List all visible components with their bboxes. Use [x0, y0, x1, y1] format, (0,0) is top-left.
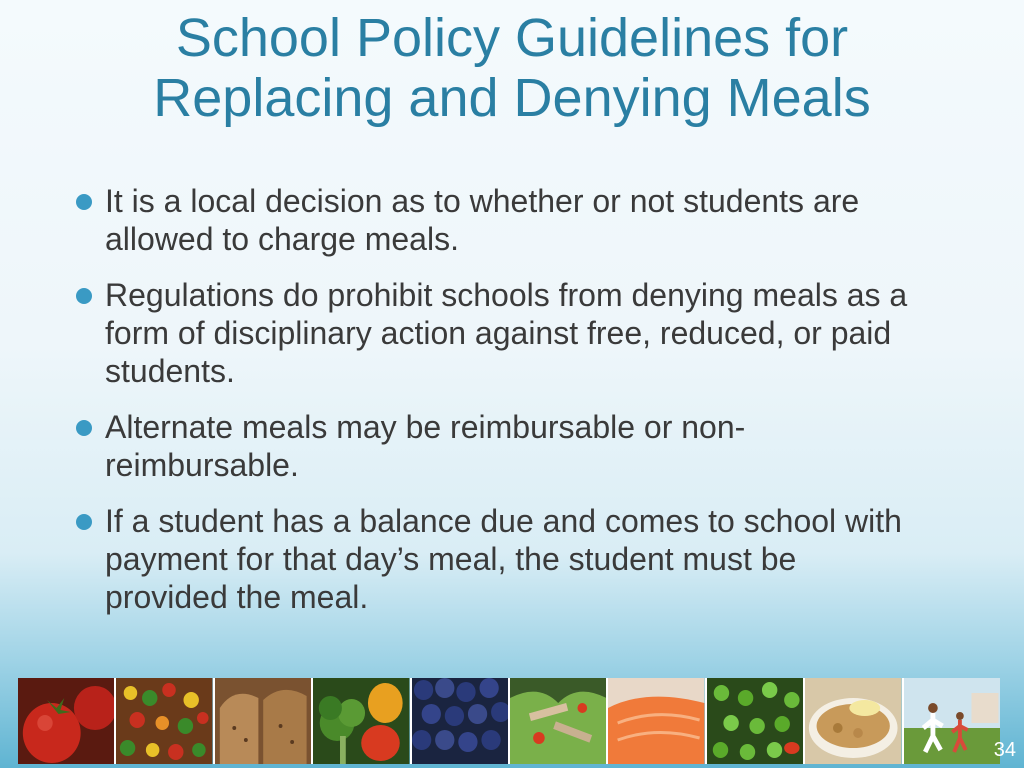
cereal-bowl-icon [805, 678, 903, 764]
bullet-text: Alternate meals may be reimbursable or non-reimbursable. [105, 409, 746, 483]
tomato-icon [18, 678, 116, 764]
food-photo-strip [18, 678, 1000, 764]
page-number: 34 [993, 739, 1016, 761]
bread-icon [215, 678, 313, 764]
bullet-list [72, 182, 922, 634]
blueberries-icon [412, 678, 510, 764]
broccoli-peppers-icon [313, 678, 411, 764]
bullet-item [72, 182, 922, 258]
bullet-item [72, 408, 922, 484]
bullet-text: If a student has a balance due and comes to school with payment for that day’s meal, the student must be provided the meal. [105, 503, 902, 615]
bullet-text: It is a local decision as to whether or not students are allowed to charge meals. [105, 183, 860, 257]
bullet-item [72, 276, 922, 390]
salad-icon [510, 678, 608, 764]
bullet-text: Regulations do prohibit schools from denying meals as a form of disciplinary action against free, reduced, or paid students. [105, 277, 908, 389]
bullet-dot-icon [76, 420, 92, 436]
title-line-2: Replacing and Denying Meals [153, 68, 871, 128]
bullet-item [72, 502, 922, 616]
bullet-dot-icon [76, 514, 92, 530]
bullet-dot-icon [76, 194, 92, 210]
salmon-icon [608, 678, 706, 764]
slide-title [0, 8, 1024, 128]
title-line-1: School Policy Guidelines for [175, 8, 849, 68]
mixed-vegetables-icon [116, 678, 214, 764]
family-running-icon [904, 678, 1000, 764]
peas-icon [707, 678, 805, 764]
bullet-dot-icon [76, 288, 92, 304]
